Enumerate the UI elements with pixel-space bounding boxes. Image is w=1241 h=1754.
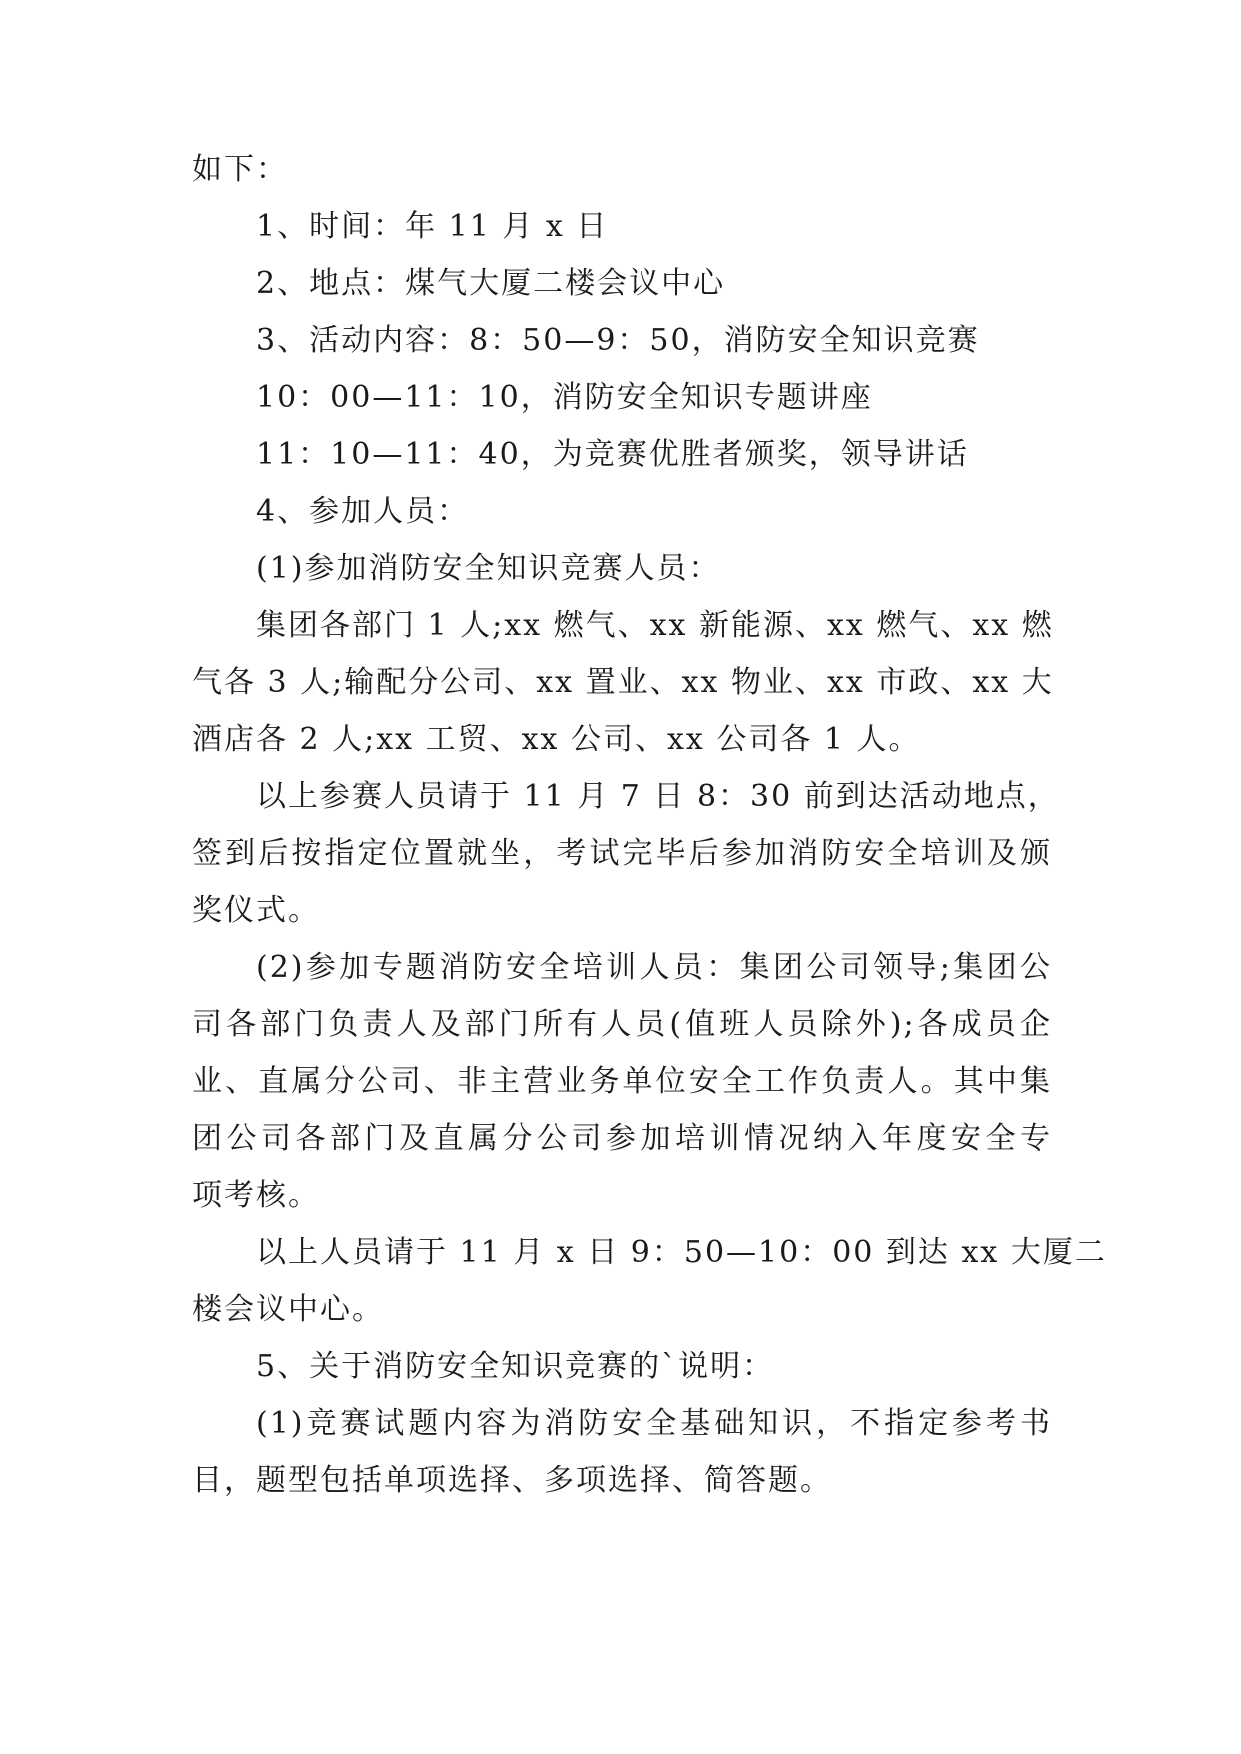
text-line: 11：10—11：40，为竞赛优胜者颁奖，领导讲话: [256, 437, 969, 472]
text-line: 司各部门负责人及部门所有人员(值班人员除外);各成员企: [192, 1007, 1052, 1042]
text-line: (1)参加消防安全知识竞赛人员：: [256, 551, 721, 586]
text-line: 1、时间：年 11 月 x 日: [256, 209, 609, 244]
text-line: 目，题型包括单项选择、多项选择、简答题。: [192, 1463, 832, 1498]
text-line: 团公司各部门及直属分公司参加培训情况纳入年度安全专: [192, 1121, 1052, 1156]
text-line: 4、参加人员：: [256, 494, 470, 529]
text-line: 项考核。: [192, 1178, 320, 1213]
text-line: 酒店各 2 人;xx 工贸、xx 公司、xx 公司各 1 人。: [192, 722, 921, 757]
text-line: (2)参加专题消防安全培训人员：集团公司领导;集团公: [256, 950, 1052, 985]
text-line: 签到后按指定位置就坐，考试完毕后参加消防安全培训及颁: [192, 836, 1052, 871]
text-line: 气各 3 人;输配分公司、xx 置业、xx 物业、xx 市政、xx 大: [192, 665, 1054, 700]
text-line: 2、地点：煤气大厦二楼会议中心: [256, 266, 726, 301]
text-line: 楼会议中心。: [192, 1292, 384, 1327]
text-line: 业、直属分公司、非主营业务单位安全工作负责人。其中集: [192, 1064, 1052, 1099]
text-line: 奖仪式。: [192, 893, 320, 928]
text-line: 集团各部门 1 人;xx 燃气、xx 新能源、xx 燃气、xx 燃: [256, 608, 1054, 643]
text-line: (1)竞赛试题内容为消防安全基础知识，不指定参考书: [256, 1406, 1052, 1441]
text-line: 以上人员请于 11 月 x 日 9：50—10：00 到达 xx 大厦二: [256, 1235, 1107, 1270]
text-line: 10：00—11：10，消防安全知识专题讲座: [256, 380, 873, 415]
text-line: 3、活动内容：8：50—9：50，消防安全知识竞赛: [256, 323, 980, 358]
text-line: 以上参赛人员请于 11 月 7 日 8：30 前到达活动地点，: [256, 779, 1060, 814]
text-line: 5、关于消防安全知识竞赛的`说明：: [256, 1349, 775, 1384]
text-line: 如下：: [192, 152, 288, 187]
